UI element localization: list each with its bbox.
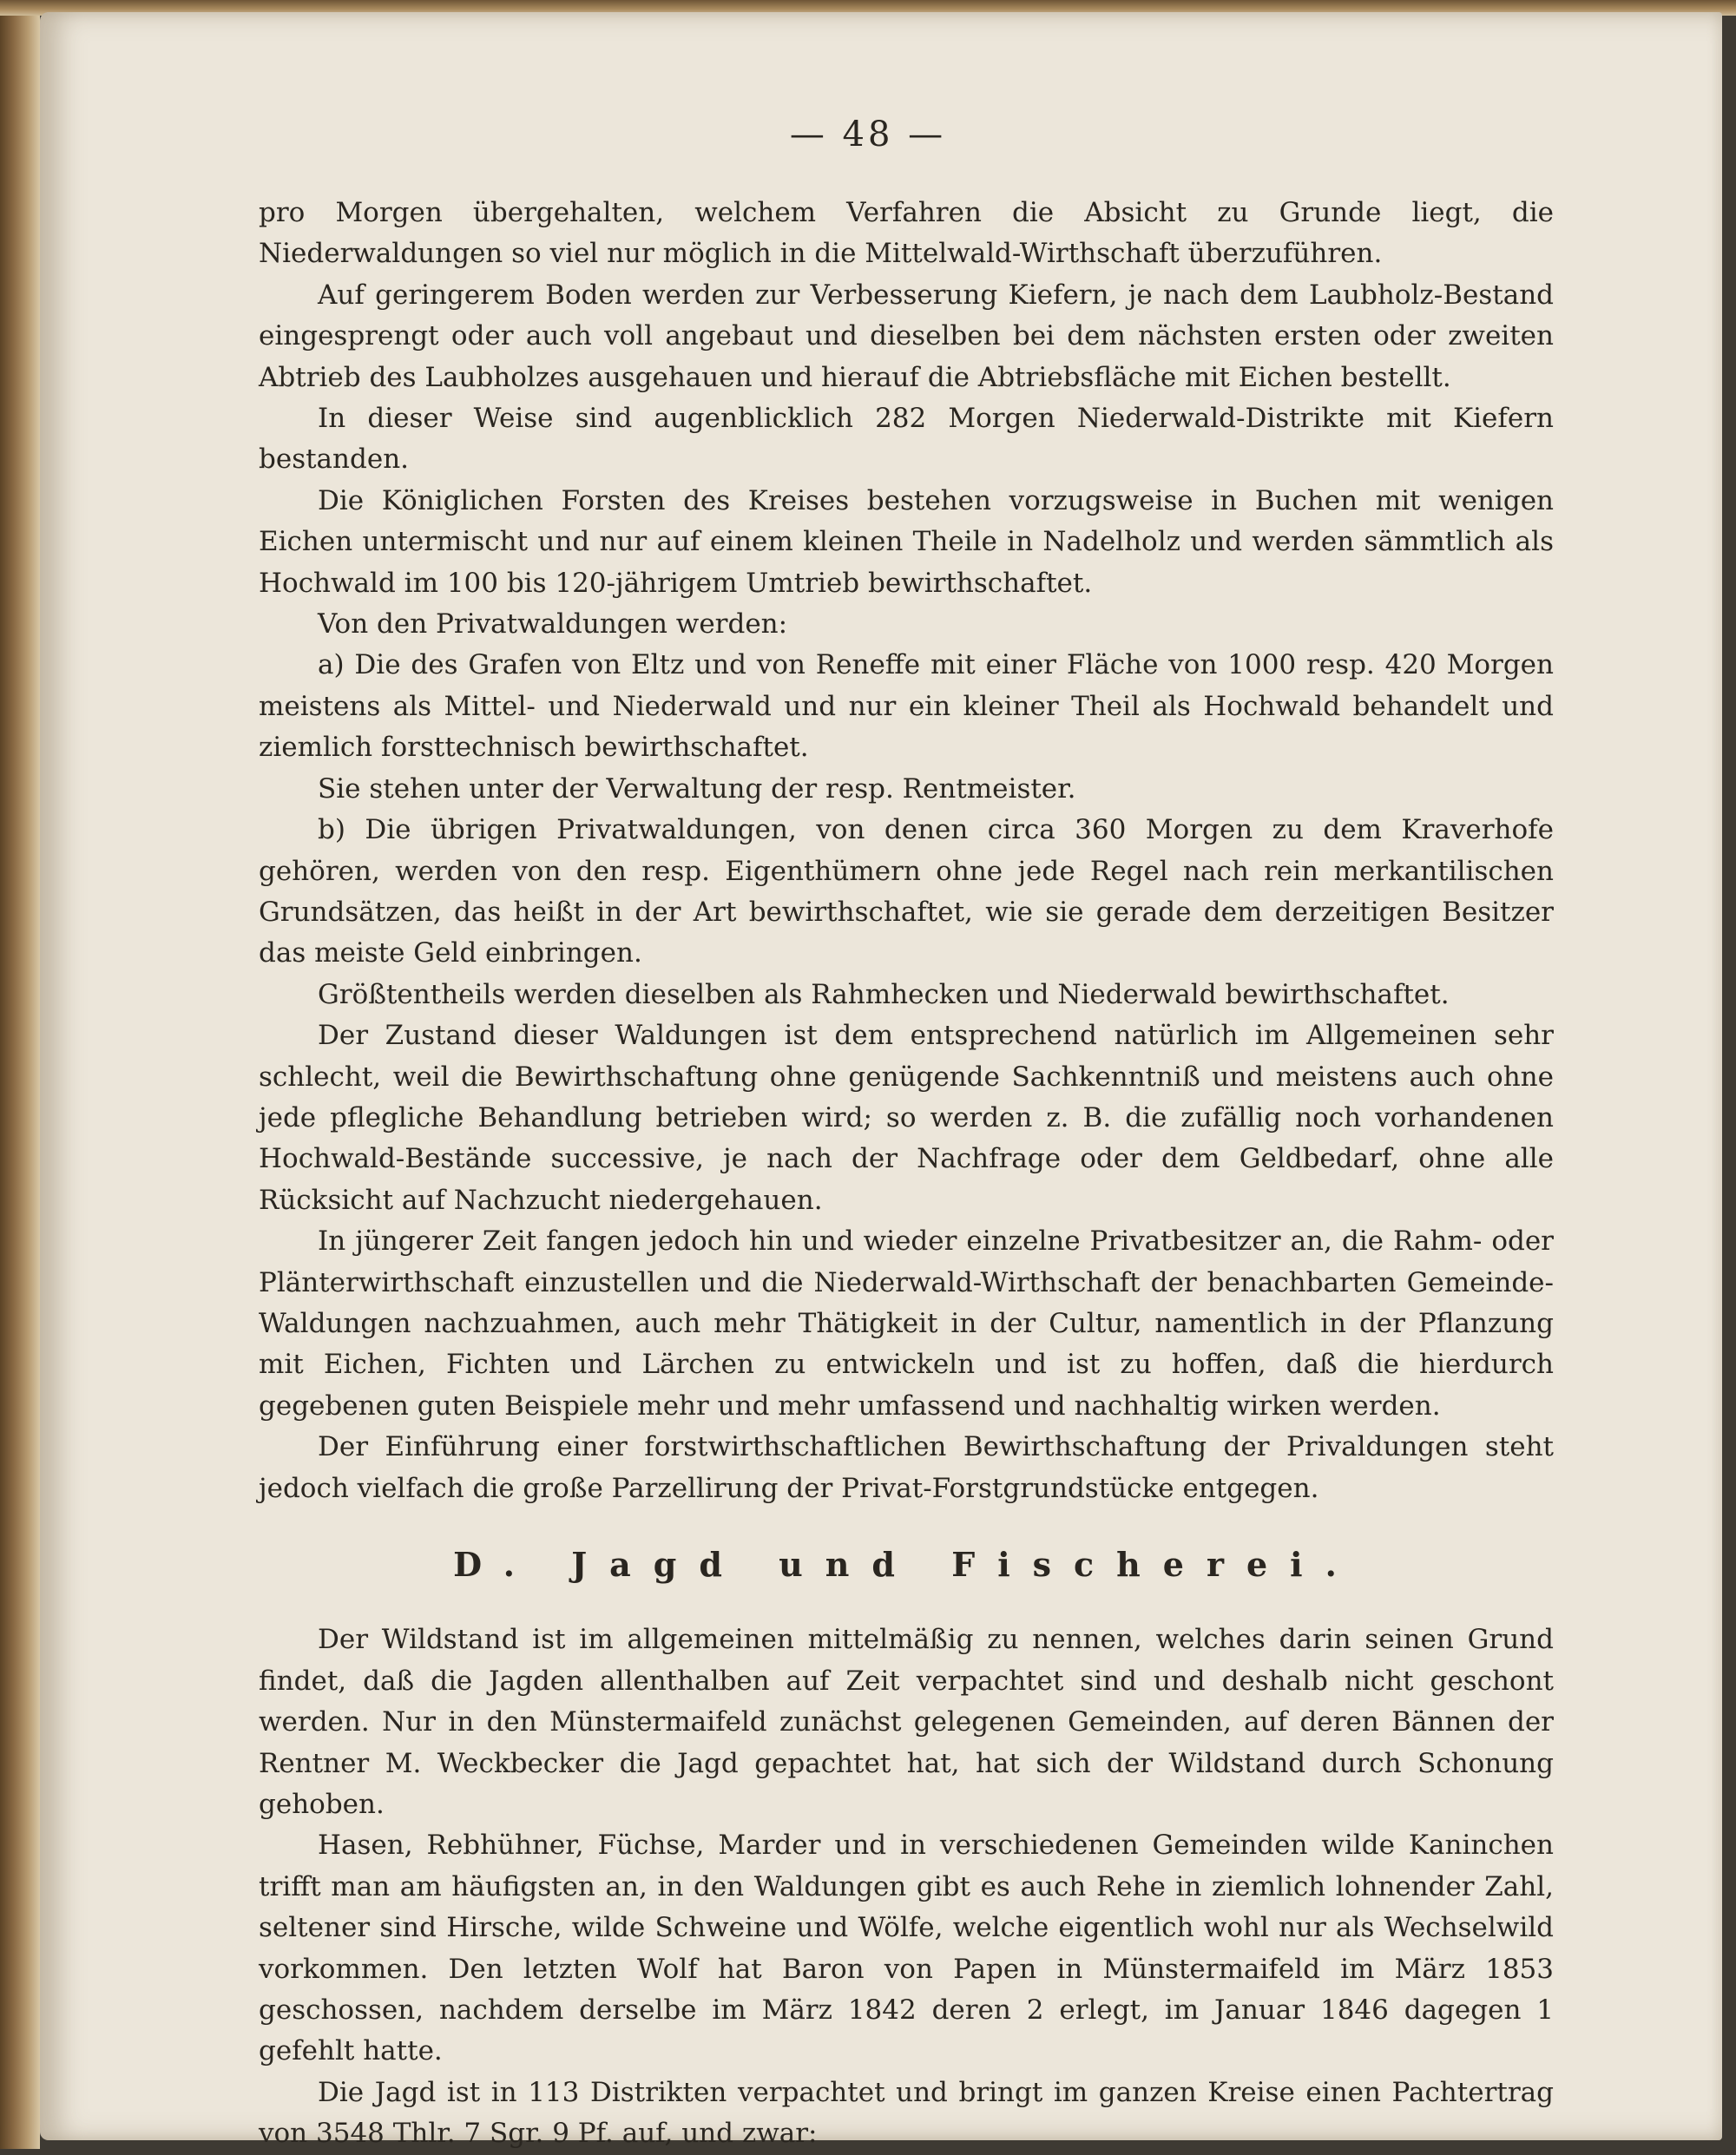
- paragraph: Die Königlichen Forsten des Kreises bestehen vorzugsweise in Buchen mit wenigen Eichen untermischt und nur auf einem kleinen Theile in Nadelholz und werden sämmtlich als Hochwald im 100 bis 120-jährigem Umtrieb bewirthschaftet.: [259, 484, 1554, 599]
- paragraph: Der Zustand dieser Waldungen ist dem entsprechend natürlich im Allgemeinen sehr schlecht, weil die Bewirthschaftung ohne genügende Sachkenntniß und meistens auch ohne jede pflegliche Behandlung betrieben wird; so werden z. B. die zufällig noch vorhandenen Hochwald-Bestände successive, je nach der Nachfrage oder dem Geldbedarf, ohne alle Rücksicht auf Nachzucht niedergehauen.: [259, 1020, 1554, 1216]
- paragraph: Von den Privatwaldungen werden:: [318, 608, 788, 641]
- page-number: — 48 —: [789, 115, 947, 154]
- paragraph: In jüngerer Zeit fangen jedoch hin und wieder einzelne Privatbesitzer an, die Rahm- oder Plänterwirthschaft einzustellen und die Niederwald-Wirthschaft der benachbarten Gemeinde-Waldungen nachzuahmen, auch mehr Thätigkeit in der Cultur, namentlich in der Pflanzung mit Eichen, Fichten und Lärchen zu entwickeln und ist zu hoffen, daß die hierdurch gegebenen guten Beispiele mehr und mehr umfassend und nachhaltig wirken werden.: [259, 1225, 1554, 1422]
- paragraph: Auf geringerem Boden werden zur Verbesserung Kiefern, je nach dem Laubholz-Bestand eingesprengt oder auch voll angebaut und dieselben bei dem nächsten ersten oder zweiten Abtrieb des Laubholzes ausgehauen und hierauf die Abtriebsfläche mit Eichen bestellt.: [259, 279, 1554, 393]
- paragraph: Der Wildstand ist im allgemeinen mittelmäßig zu nennen, welches darin seinen Grund findet, daß die Jagden allenthalben auf Zeit verpachtet sind und deshalb nicht geschont werden. Nur in den Münstermaifeld zunächst gelegenen Gemeinden, auf deren Bännen der Rentner M. Weckbecker die Jagd gepachtet hat, hat sich der Wildstand durch Schonung gehoben.: [259, 1624, 1554, 1821]
- book-binding: [0, 0, 40, 2149]
- paragraph: Größtentheils werden dieselben als Rahmhecken und Niederwald bewirthschaftet.: [318, 978, 1450, 1010]
- paragraph: Der Einführung einer forstwirthschaftlichen Bewirthschaftung der Privaldungen steht jedoch vielfach die große Parzellirung der Privat-Forstgrundstücke entgegen.: [259, 1431, 1554, 1504]
- paragraph: Hasen, Rebhühner, Füchse, Marder und in verschiedenen Gemeinden wilde Kaninchen trifft man am häufigsten an, in den Waldungen gibt es auch Rehe in ziemlich lohnender Zahl, seltener sind Hirsche, wilde Schweine und Wölfe, welche eigentlich wohl nur als Wechselwild vorkommen. Den letzten Wolf hat Baron von Papen in Münstermaifeld im März 1853 geschossen, nachdem derselbe im März 1842 deren 2 erlegt, im Januar 1846 dagegen 1 gefehlt hatte.: [259, 1830, 1554, 2067]
- paragraph: b) Die übrigen Privatwaldungen, von denen circa 360 Morgen zu dem Kraverhofe gehören, werden von den resp. Eigenthümern ohne jede Regel nach rein merkantilischen Grundsätzen, das heißt in der Art bewirthschaftet, wie sie gerade dem derzeitigen Besitzer das meiste Geld einbringen.: [259, 814, 1554, 969]
- paragraph: a) Die des Grafen von Eltz und von Reneffe mit einer Fläche von 1000 resp. 420 Morgen meistens als Mittel- und Niederwald und nur ein kleiner Theil als Hochwald behandelt und ziemlich forsttechnisch bewirthschaftet.: [259, 649, 1554, 764]
- section-heading: D. Jagd und Fischerei.: [453, 1545, 1359, 1584]
- paragraph: In dieser Weise sind augenblicklich 282 Morgen Niederwald-Distrikte mit Kiefern bestanden.: [259, 403, 1554, 476]
- paragraph: pro Morgen übergehalten, welchem Verfahren die Absicht zu Grunde liegt, die Niederwaldungen so viel nur möglich in die Mittelwald-Wirthschaft überzuführen.: [259, 197, 1554, 270]
- page-body: [259, 193, 1554, 2155]
- paragraph: Die Jagd ist in 113 Distrikten verpachtet und bringt im ganzen Kreise einen Pachtertrag von 3548 Thlr. 7 Sgr. 9 Pf. auf, und zwar:: [259, 2076, 1554, 2150]
- paragraph: Sie stehen unter der Verwaltung der resp. Rentmeister.: [318, 772, 1076, 805]
